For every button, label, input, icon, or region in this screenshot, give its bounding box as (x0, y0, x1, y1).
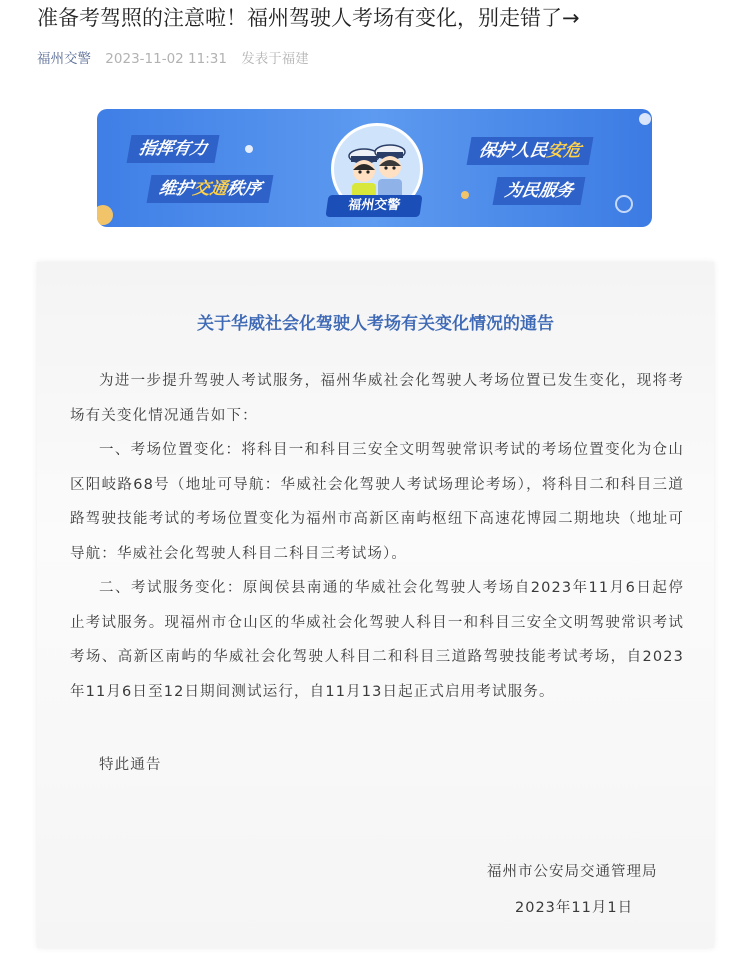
slogan-protect (467, 137, 594, 165)
header-banner (97, 109, 652, 227)
slogan-order-c: 秩序 (225, 179, 263, 199)
article-title: 准备考驾照的注意啦！福州驾驶人考场有变化，别走错了→ (37, 6, 580, 30)
notice-card (37, 262, 714, 948)
publish-date: 2023-11-02 11:31 (105, 51, 227, 67)
slogan-serve: 为民服务 (493, 177, 586, 205)
decor-dot (461, 191, 469, 199)
slogan-order-b: 交通 (191, 179, 229, 199)
decor-dot (245, 145, 253, 153)
badge-label: 福州交警 (325, 195, 422, 217)
slogan-protect-a: 保护人民 (477, 141, 549, 161)
notice-paragraph-intro: 为进一步提升驾驶人考试服务，福州华威社会化驾驶人考场位置已发生变化，现将考场有关变化情况通告如下： (70, 373, 684, 424)
notice-paragraph-service: 二、考试服务变化：原闽侯县南通的华威社会化驾驶人考场自2023年11月6日起停止考试服务。现福州市仓山区的华威社会化驾驶人科目一和科目三安全文明驾驶常识考试考场、高新区南屿的华威社会化驾驶人科目二和科目三道路驾驶技能考试考场，自2023年11月6日至12日期间测试运行，自11月13日起正式启用考试服务。 (70, 580, 684, 700)
author-link[interactable]: 福州交警 (37, 51, 91, 67)
decor-dot (639, 113, 651, 125)
decor-ring (615, 195, 633, 213)
publish-location: 发表于福建 (241, 51, 309, 67)
notice-signature: 福州市公安局交通管理局 (487, 864, 658, 880)
notice-title: 关于华威社会化驾驶人考场有关变化情况的通告 (197, 314, 554, 334)
police-badge (325, 119, 423, 217)
notice-paragraph-location: 一、考场位置变化：将科目一和科目三安全文明驾驶常识考试的考场位置变化为仓山区阳岐路68号（地址可导航：华威社会化驾驶人考试场理论考场），将科目二和科目三道路驾驶技能考试的考场位置变化为福州市高新区南屿枢纽下高速花博园二期地块（地址可导航：华威社会化驾驶人科目二科目三考试场）。 (70, 442, 684, 562)
slogan-protect-b: 安危 (545, 141, 583, 161)
article-meta (37, 47, 309, 67)
slogan-order-a: 维护 (157, 179, 195, 199)
slogan-order (147, 175, 274, 203)
decor-dot (97, 205, 113, 225)
notice-date: 2023年11月1日 (515, 900, 634, 916)
notice-closing: 特此通告 (99, 757, 162, 773)
slogan-command: 指挥有力 (127, 135, 220, 163)
